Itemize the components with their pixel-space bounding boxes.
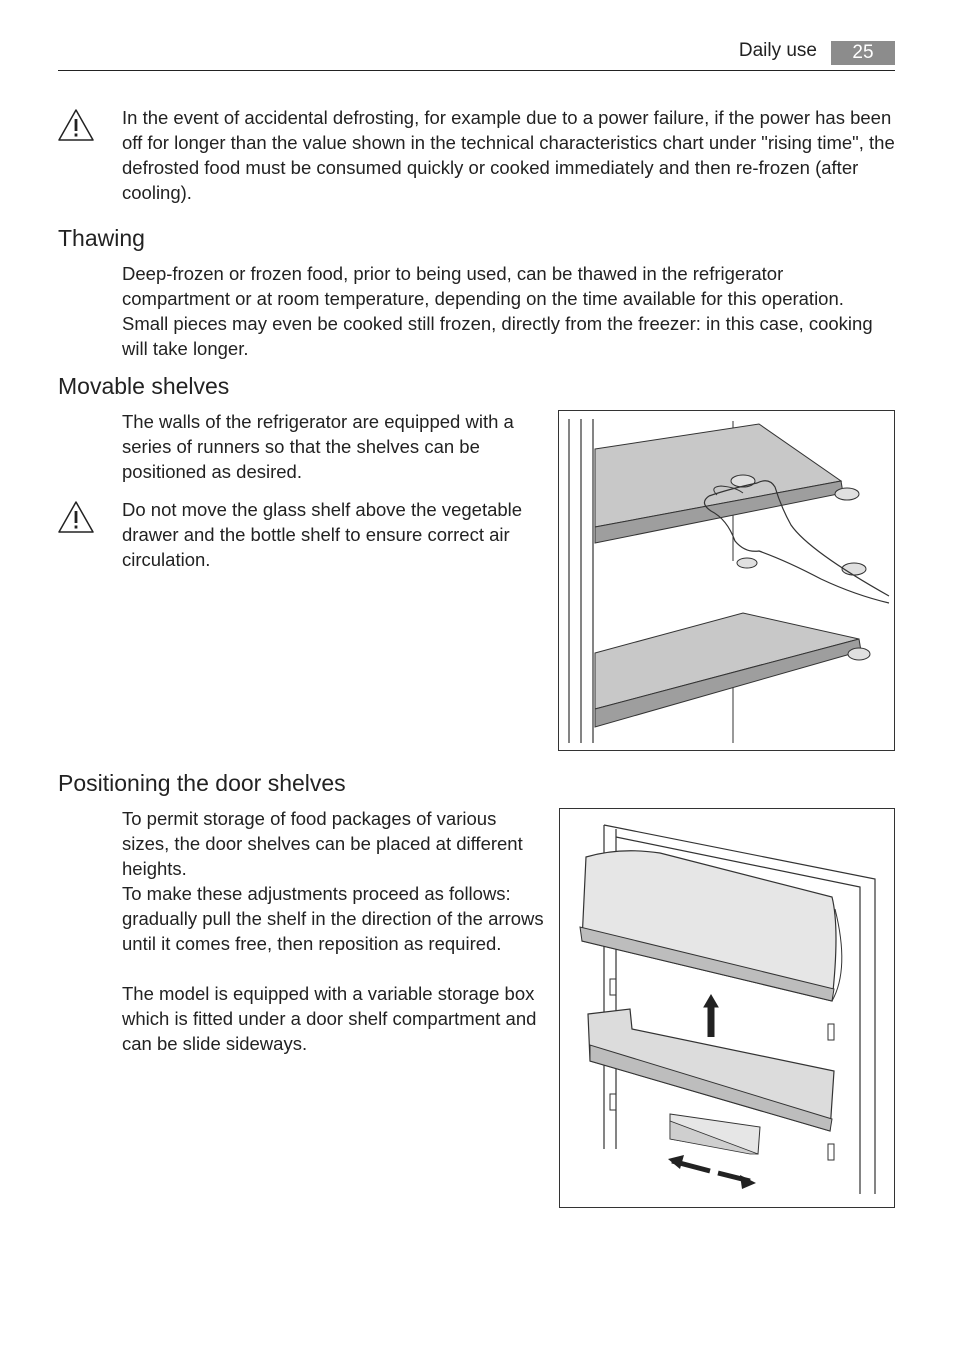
warning-icon — [57, 500, 95, 534]
thawing-heading: Thawing — [58, 225, 145, 251]
door-shelves-heading: Positioning the door shelves — [58, 770, 346, 796]
defrost-warning-text: In the event of accidental defrosting, for example due to a power failure, if the power has been off for longer than the value shown in the technical characteristics chart under "rising time", the defrosted food must be consumed quickly or cooked immediately and then re-frozen (after cooling). — [122, 107, 895, 203]
thawing-paragraph-1: Deep-frozen or frozen food, prior to being used, can be thawed in the refrigerator compartment or at room temperature, depending on the time available for this operation. — [122, 263, 844, 309]
door-shelves-paragraph-2: To make these adjustments proceed as follows: gradually pull the shelf in the direction of the arrows until it comes free, then reposition as required. — [122, 883, 544, 954]
header-section-title: Daily use — [738, 40, 817, 61]
door-shelves-illustration — [559, 808, 895, 1208]
header-rule — [58, 70, 895, 71]
warning-icon — [57, 108, 95, 142]
door-shelves-paragraph-1: To permit storage of food packages of various sizes, the door shelves can be placed at different heights. — [122, 808, 523, 879]
page-number: 25 — [831, 41, 895, 65]
movable-shelves-heading: Movable shelves — [58, 373, 230, 399]
thawing-paragraph-2: Small pieces may even be cooked still frozen, directly from the freezer: in this case, cooking will take longer. — [122, 313, 873, 359]
movable-shelves-illustration — [558, 410, 895, 751]
movable-shelves-warning-text: Do not move the glass shelf above the vegetable drawer and the bottle shelf to ensure correct air circulation. — [122, 499, 523, 570]
door-shelves-paragraph-3: The model is equipped with a variable storage box which is fitted under a door shelf compartment and can be slide sideways. — [122, 983, 537, 1054]
movable-shelves-paragraph: The walls of the refrigerator are equipped with a series of runners so that the shelves can be positioned as desired. — [122, 411, 514, 482]
